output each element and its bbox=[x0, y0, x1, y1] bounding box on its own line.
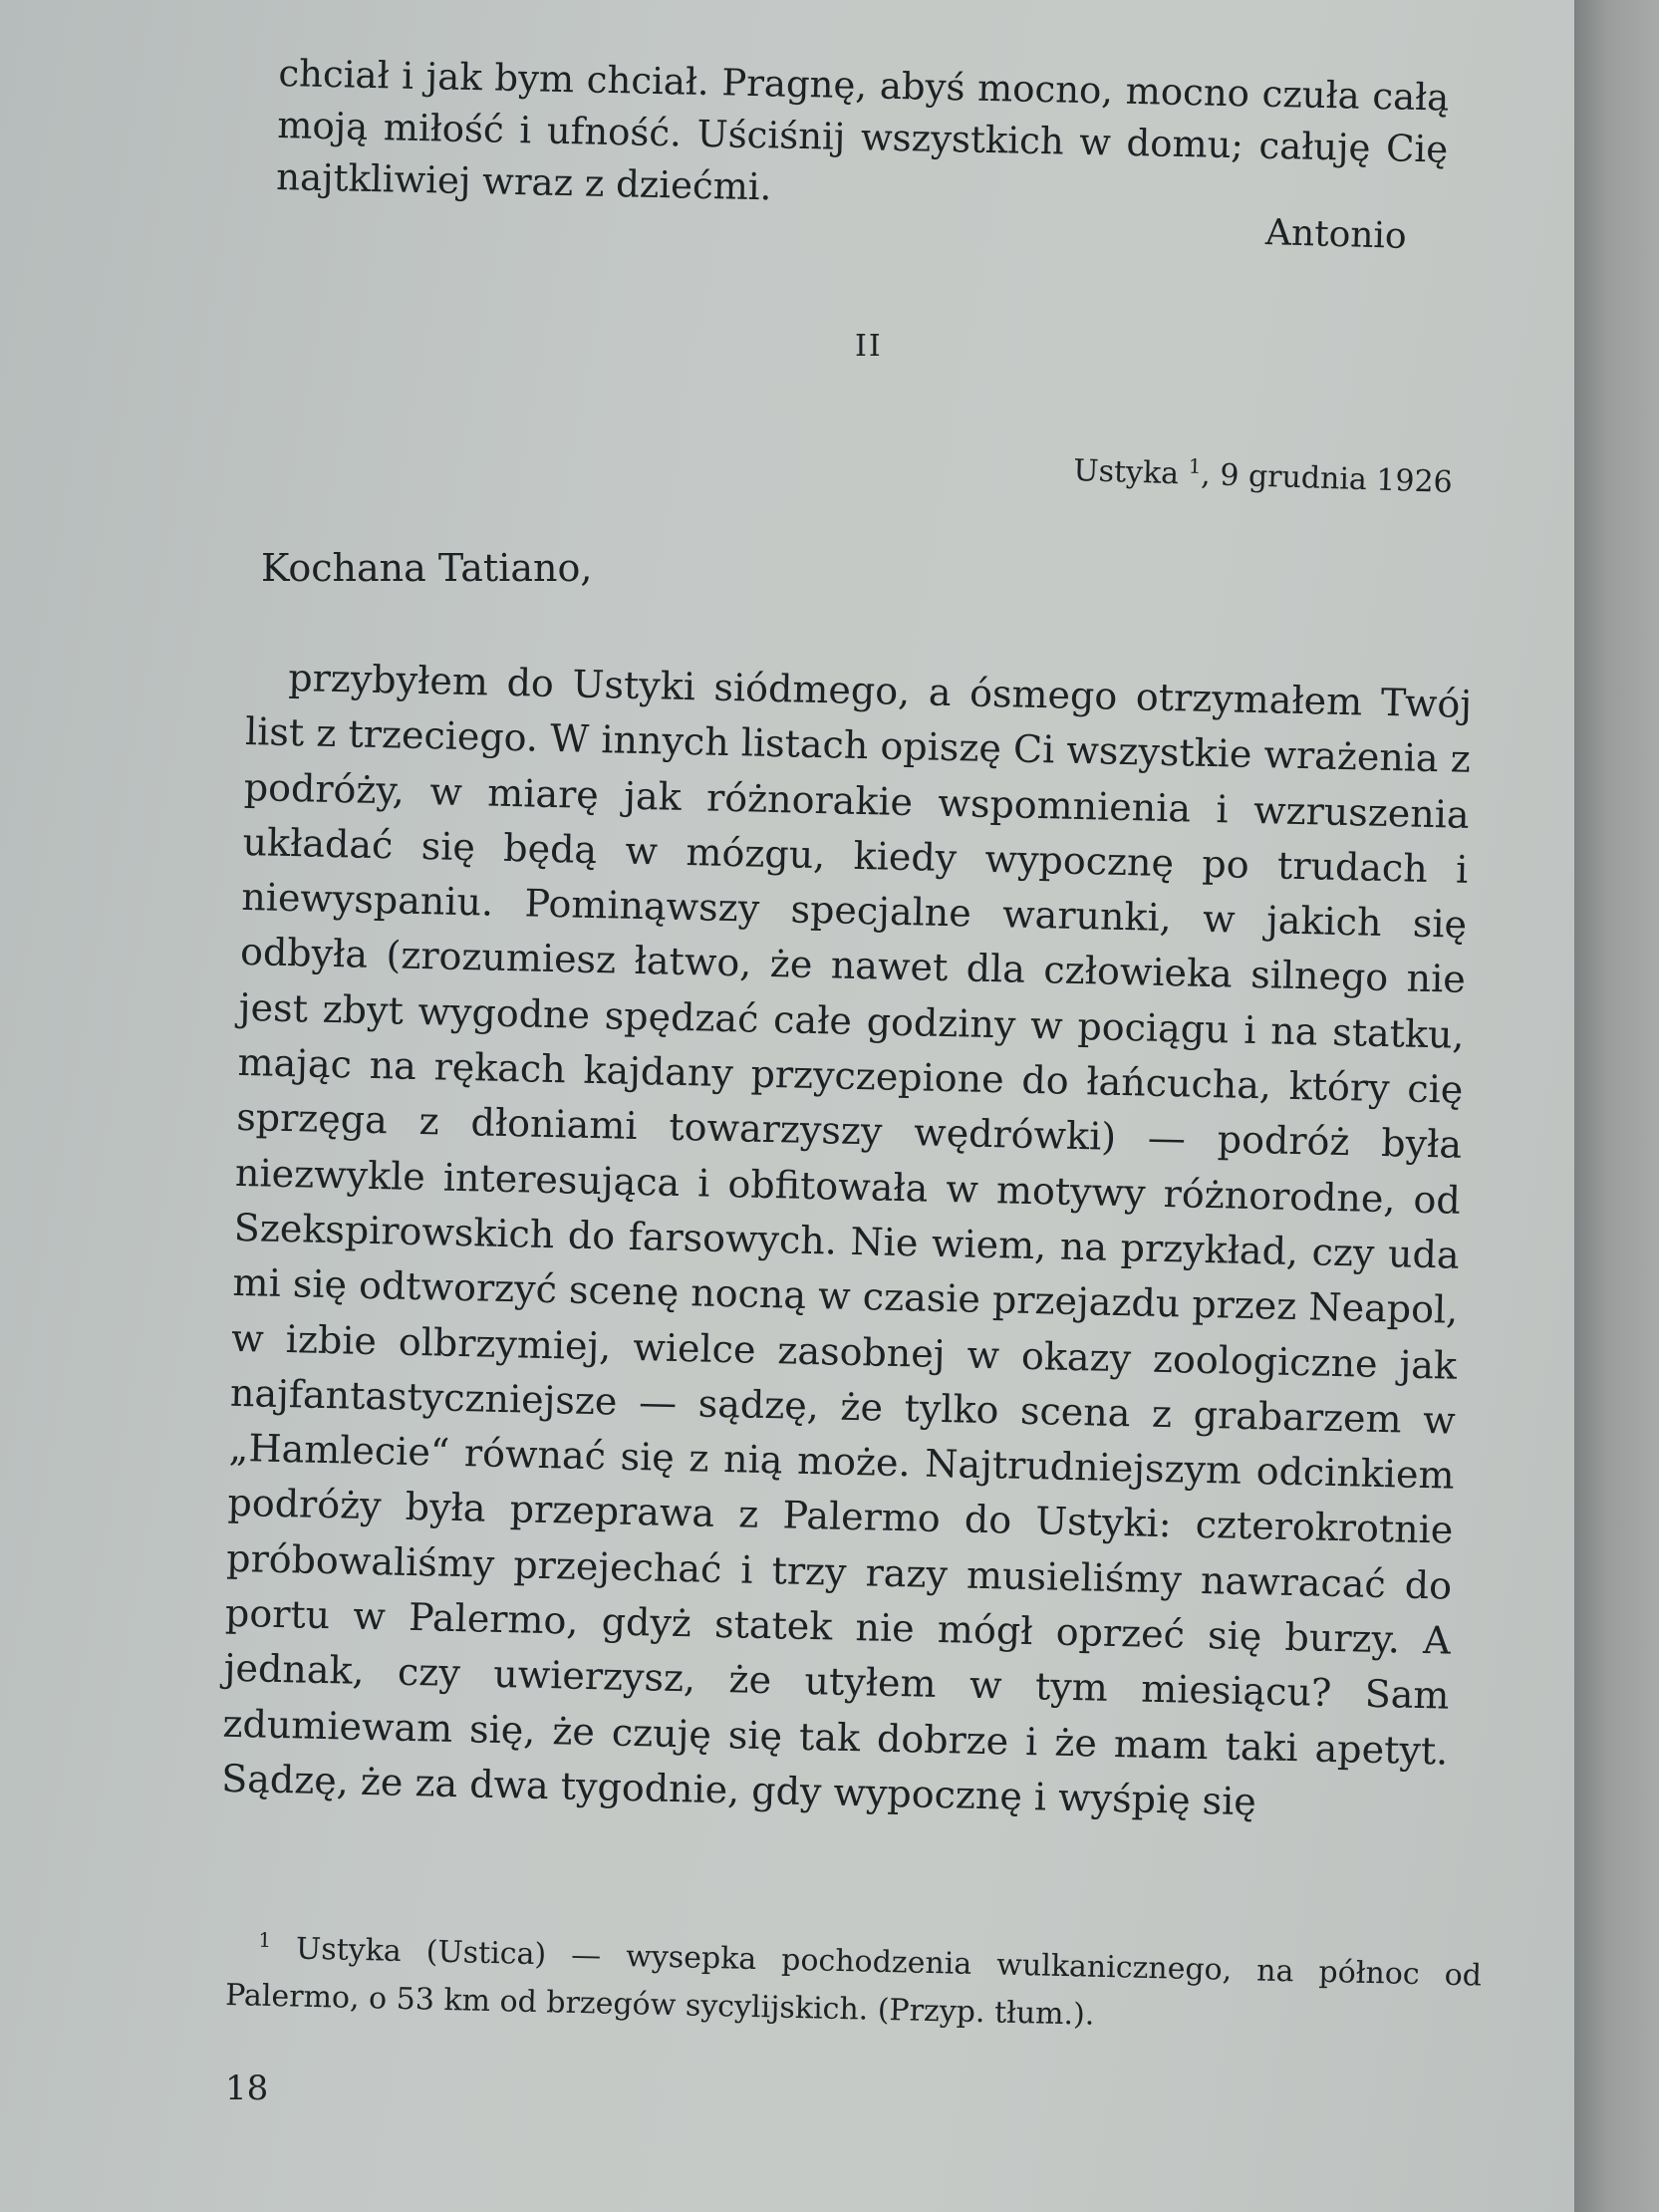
dateline-place: Ustyka bbox=[1072, 452, 1180, 492]
dateline-date: , 9 grudnia 1926 bbox=[1200, 457, 1454, 500]
letter-dateline bbox=[1073, 450, 1453, 500]
page-number: 18 bbox=[225, 2069, 269, 2108]
footnote bbox=[225, 1915, 1483, 2049]
letter-signature: Antonio bbox=[1264, 212, 1408, 257]
footnote-text: Ustyka (Ustica) — wysepka pochodzenia wulkanicznego, na północ od Palermo, o 53 km od brzegów sycylijskich. (Przyp. tłum.). bbox=[224, 1931, 1483, 2033]
letter-body bbox=[221, 650, 1473, 1834]
previous-letter-text: chciał i jak bym chciał. Pragnę, abyś mocno, mocno czuła całą moją miłość i ufność. Uściśnij wszystkich w domu; całuję Cię najtkliwiej wraz z dziećmi. bbox=[275, 51, 1450, 209]
letter-salutation: Kochana Tatiano, bbox=[261, 546, 593, 590]
letter-body-paragraph: przybyłem do Ustyki siódmego, a ósmego otrzymałem Twój list z trzeciego. W innych listach opiszę Ci wszystkie wrażenia z podróży, w miarę jak różnorakie wspomnienia i wzruszenia układać się będą w mózgu, kiedy wypocznę po trudach i niewyspaniu. Pominąwszy specjalne warunki, w jakich się odbyła (zrozumiesz łatwo, że nawet dla człowieka silnego nie jest zbyt wygodne spędzać całe godziny w pociągu i na statku, mając na rękach kajdany przyczepione do łańcucha, który cię sprzęga z dłoniami towarzyszy wędrówki) — podróż była niezwykle interesująca i obfitowała w motywy różnorodne, od Szekspirowskich do farsowych. Nie wiem, na przykład, czy uda mi się odtworzyć scenę nocną w czasie przejazdu przez Neapol, w izbie olbrzymiej, wielce zasobnej w okazy zoologiczne jak najfantastyczniejsze — sądzę, że tylko scena z grabarzem w „Hamlecie“ równać się z nią może. Najtrudniejszym odcinkiem podróży była przeprawa z Palermo do Ustyki: czterokrotnie próbowaliśmy przejechać i trzy razy musieliśmy nawracać do portu w Palermo, gdyż statek nie mógł oprzeć się burzy. A jednak, czy uwierzysz, że utyłem w tym miesiącu? Sam zdumiewam się, że czuję się tak dobrze i że mam taki apetyt. Sądzę, że za dwa tygodnie, gdy wypocznę i wyśpię się bbox=[220, 655, 1473, 1824]
footnote-paragraph bbox=[225, 1915, 1483, 2049]
previous-letter-ending bbox=[276, 48, 1450, 228]
adjacent-page-edge bbox=[1574, 0, 1659, 2212]
footnote-mark: 1 bbox=[258, 1927, 272, 1953]
footnote-reference: 1 bbox=[1188, 453, 1202, 479]
letter-number: II bbox=[855, 329, 883, 364]
